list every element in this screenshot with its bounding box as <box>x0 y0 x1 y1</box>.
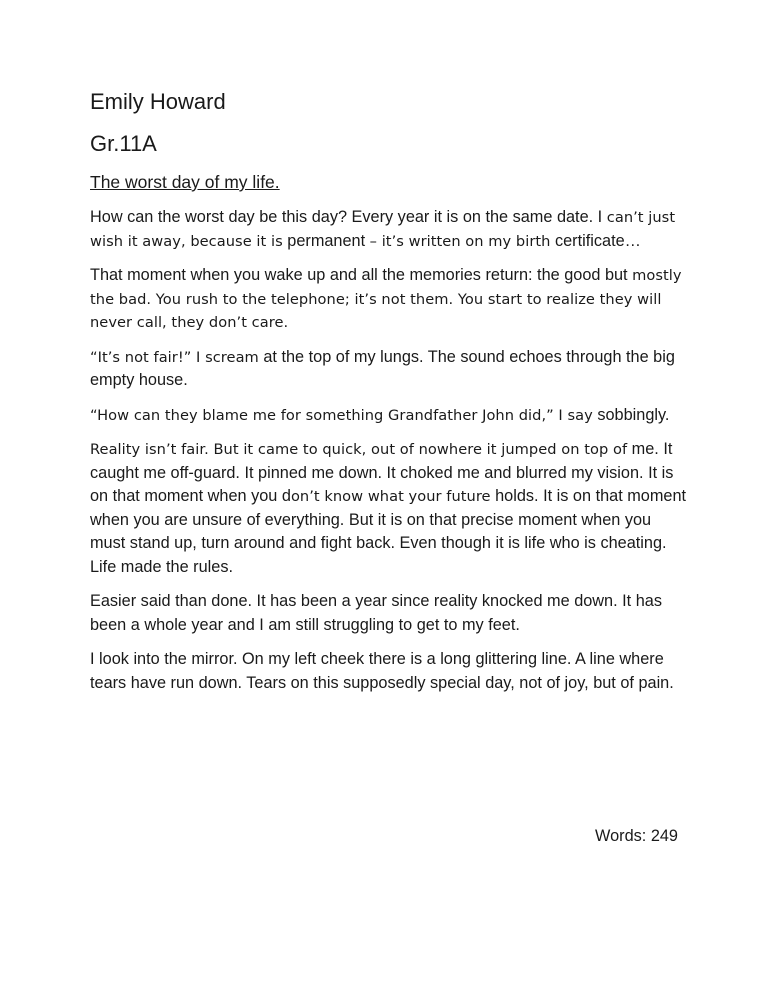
essay-title: The worst day of my life. <box>90 172 280 192</box>
author-name: Emily Howard <box>90 89 226 114</box>
text-run: certificate… <box>554 231 641 250</box>
text-run: holds. It is on that moment when you are unsure of everything. But it is on that precise moment when you must stand up, turn around and fight back. Even though it is life who is cheating. Life made the rules. <box>90 487 687 576</box>
text-run: can’t just wish it away, because it is <box>90 209 676 250</box>
text-run: Reality isn’t fair. But it came to quick, out of nowhere it jumped on top of <box>90 441 628 458</box>
class-grade: Gr.11A <box>90 131 157 156</box>
paragraph <box>90 206 690 253</box>
paragraph <box>90 590 690 637</box>
text-run: “How can they blame me for something Grandfather John did,” I say <box>90 406 593 424</box>
essay-body <box>90 88 690 706</box>
text-run: I look into the mirror. On my left cheek there is a long glittering line. A line where tears have run down. Tears on this supposedly special day, not of joy, but of pain. <box>90 650 674 692</box>
paragraph <box>90 438 690 579</box>
text-run: me. It caught me off-guard. It pinned me down. It choked me and blurred my vision. It is on that moment when you d <box>90 440 674 505</box>
paragraph <box>90 346 690 393</box>
paragraph <box>90 404 690 428</box>
text-run: How can the worst day be this day? Every year it is on the same date. I <box>90 208 603 226</box>
text-run: on’t know what your future <box>290 488 491 505</box>
text-run: mostly the bad. You rush to the telephone; it’s not them. You start to realize they will never call, they don’t care. <box>90 267 682 331</box>
text-run: – it’s written on my birth <box>369 232 551 250</box>
text-run: permanent <box>287 231 366 250</box>
text-run: sobbingly. <box>597 405 670 424</box>
text-run: “It’s not fair!” I scream <box>90 348 259 366</box>
text-run: Easier said than done. It has been a year since reality knocked me down. It has been a whole year and I am still struggling to get to my feet. <box>90 592 662 634</box>
paragraph <box>90 264 690 335</box>
text-run: at the top of my lungs. The sound echoes through the big empty house. <box>90 347 675 389</box>
text-run: That moment when you wake up and all the memories return: the good but <box>90 266 628 284</box>
paragraph <box>90 648 690 695</box>
word-count: Words: 249 <box>595 827 678 845</box>
